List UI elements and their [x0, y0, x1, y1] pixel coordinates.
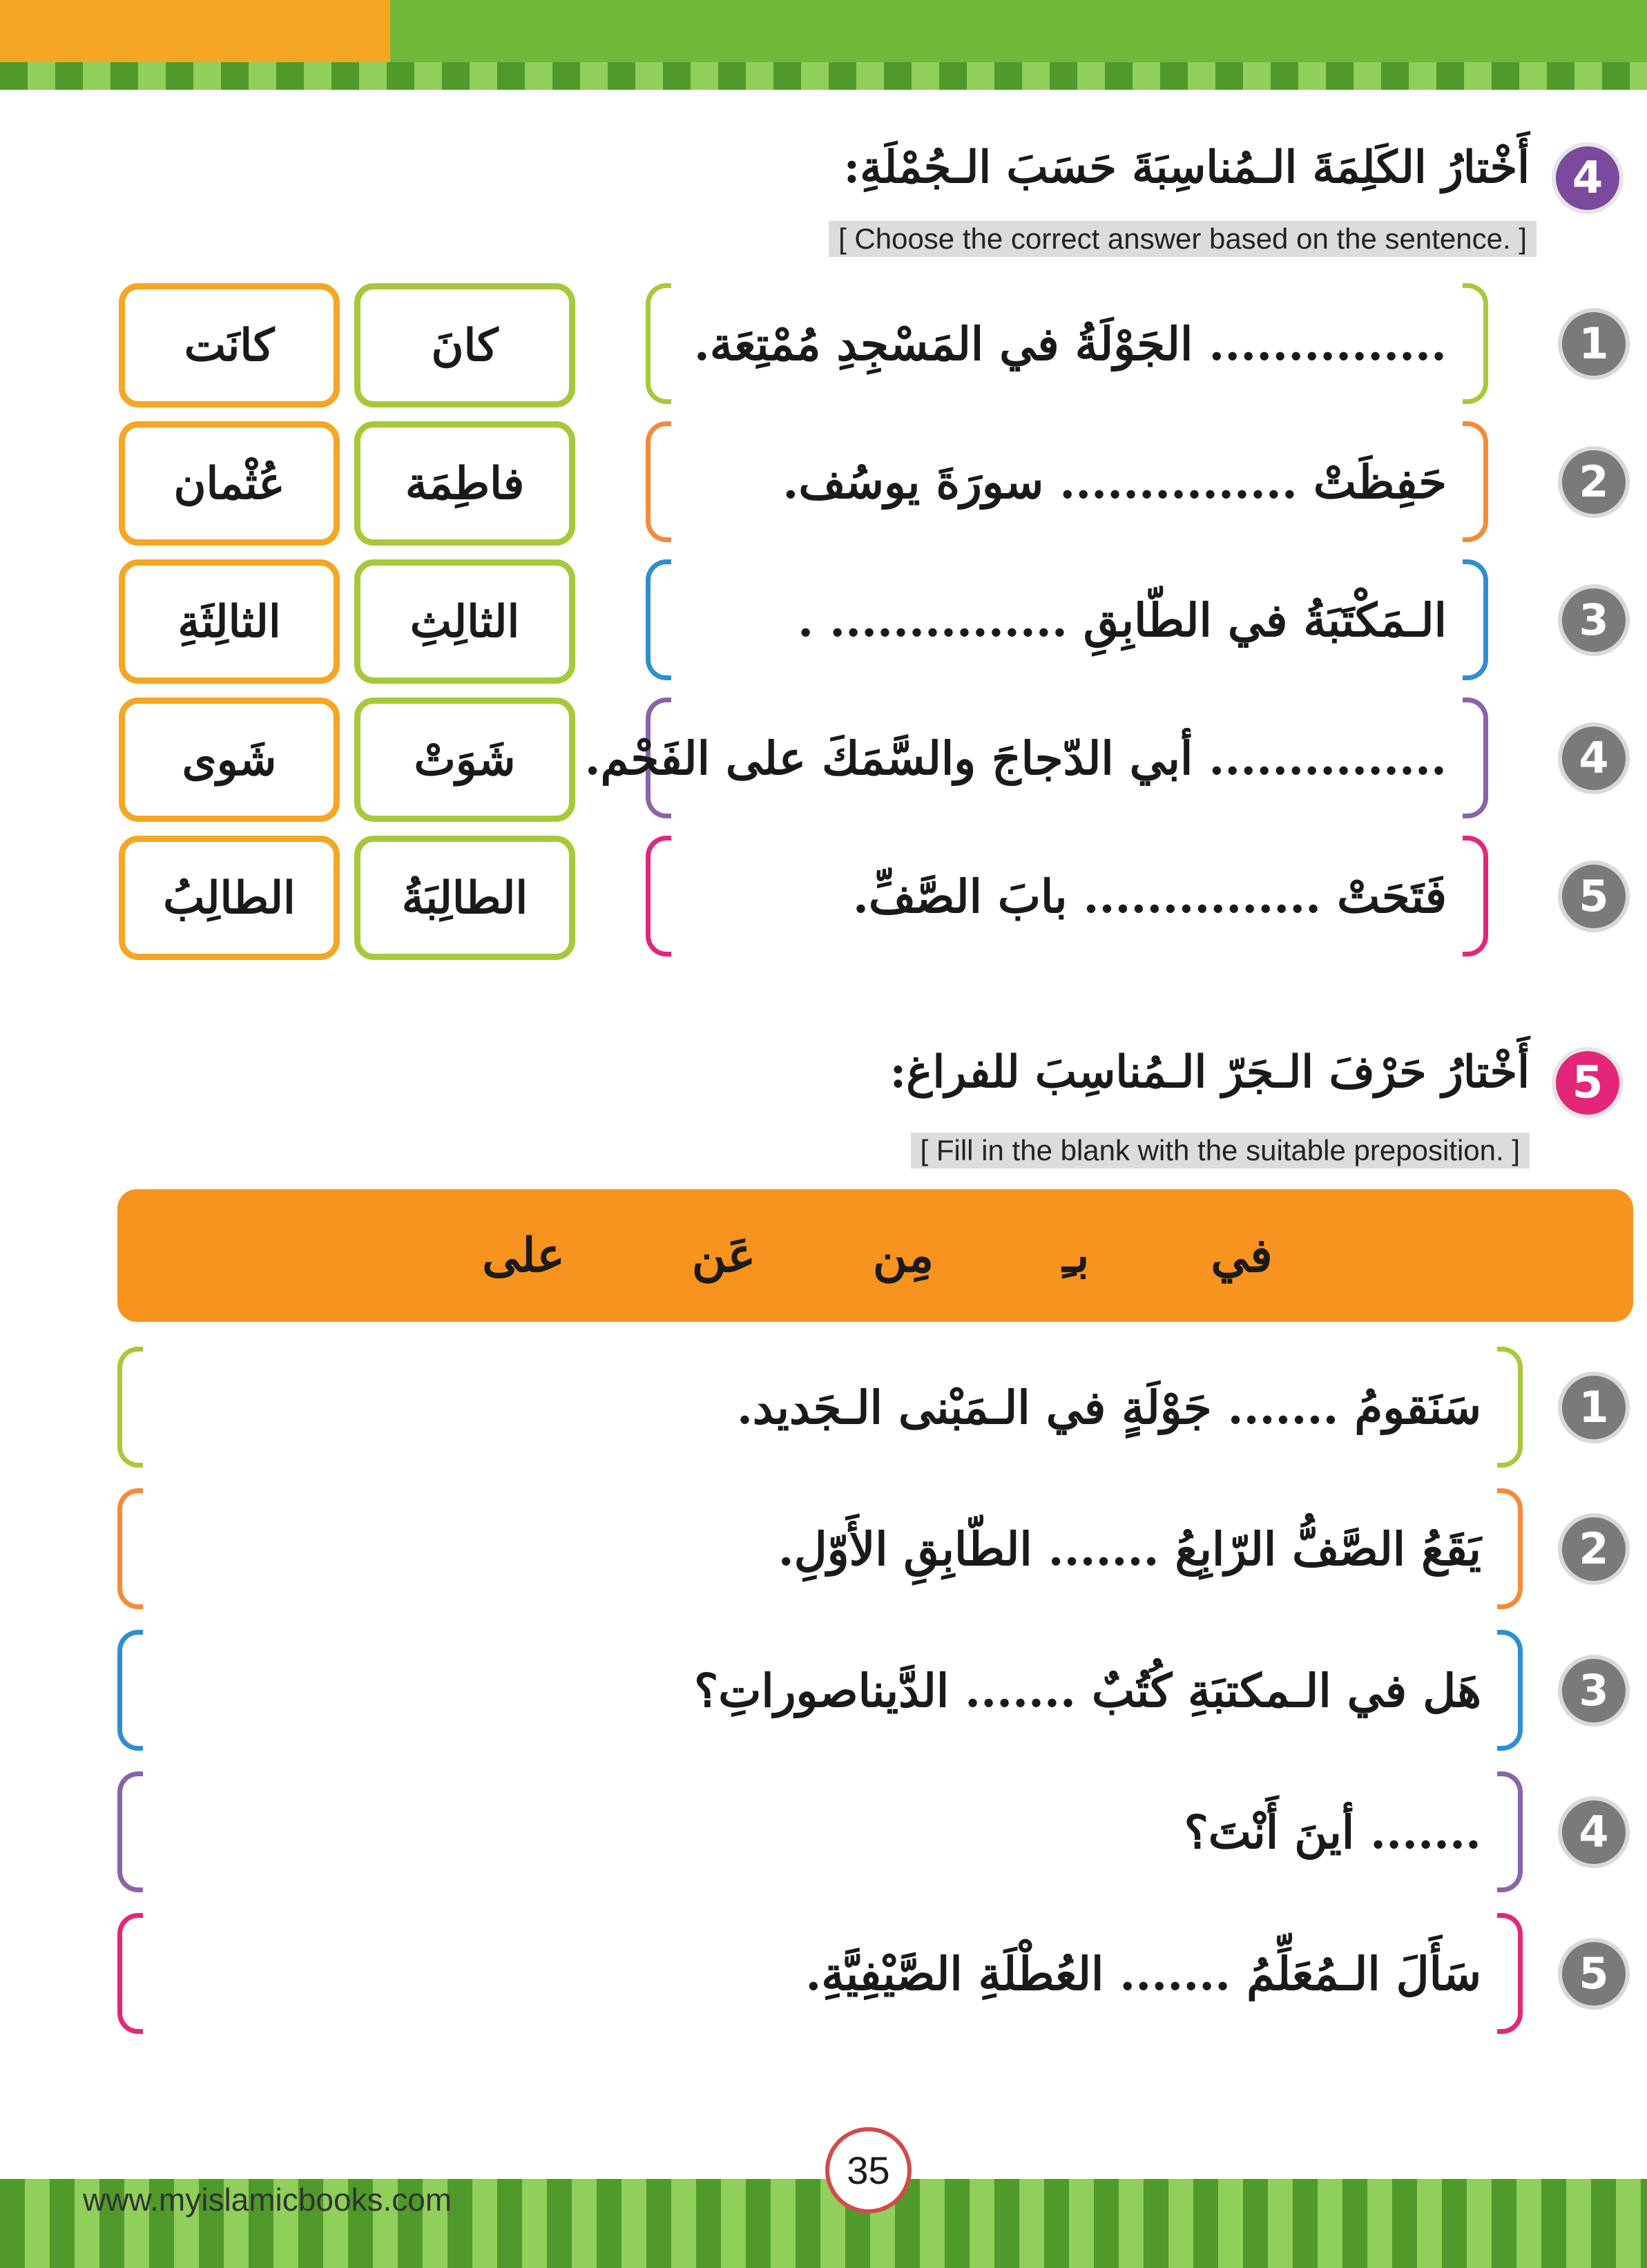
ex4-sentence-row-5	[646, 836, 1488, 957]
exercise-4-number: 4	[1556, 146, 1619, 210]
row-bracket-left	[117, 1488, 143, 1609]
preposition-bar	[117, 1189, 1633, 1322]
exercise-4-subtitle: [ Choose the correct answer based on the sentence. ]	[829, 221, 1537, 257]
row-bracket-right	[1497, 1913, 1523, 2034]
ex4-sentence-5-number: 5	[1562, 865, 1626, 928]
footer-top-margin	[0, 2137, 1647, 2179]
row-bracket-left	[646, 836, 671, 957]
word-choice-box[interactable]: شَوى	[119, 698, 340, 822]
ex4-sentence-row-1	[646, 283, 1488, 404]
ex4-sentence-2-number: 2	[1562, 450, 1626, 514]
word-choice-box[interactable]: كانَ	[354, 283, 575, 407]
word-choice-box[interactable]: كانَت	[119, 283, 340, 407]
preposition-option[interactable]: مِن	[872, 1228, 934, 1283]
word-choice-box[interactable]: الطالِبَةُ	[354, 836, 575, 960]
ex5-sentence-row-2	[117, 1488, 1523, 1609]
word-choice-box[interactable]: فاطِمَة	[354, 421, 575, 546]
row-bracket-left	[117, 1347, 143, 1468]
ex5-sentence-row-5	[117, 1913, 1523, 2034]
ex5-sentence-4-number: 4	[1562, 1800, 1626, 1864]
row-bracket-right	[1497, 1488, 1523, 1609]
exercise-5-title: أَخْتارُ حَرْفَ الـجَرّ الـمُناسِبَ للفراغ:	[889, 1046, 1530, 1098]
word-choice-box[interactable]: الطالِبُ	[119, 836, 340, 960]
ex4-sentence-1-text: ............... الجَوْلَةُ في المَسْجِدِ مُمْتِعَة.	[693, 316, 1447, 371]
ex5-sentence-4-text: ....... أينَ أَنْتَ؟	[1184, 1805, 1481, 1859]
ex4-sentence-5-text: فَتَحَتْ ............... بابَ الصَّفِّ.	[852, 869, 1447, 923]
ex5-sentence-5-number: 5	[1562, 1942, 1626, 2006]
row-bracket-left	[646, 283, 671, 404]
word-choice-box[interactable]: الثالِثَةِ	[119, 559, 340, 684]
preposition-option[interactable]: بـِ	[1062, 1228, 1090, 1283]
exercise-5-subtitle: [ Fill in the blank with the suitable preposition. ]	[911, 1133, 1530, 1169]
website-url: www.myislamicbooks.com	[83, 2182, 452, 2218]
row-bracket-left	[117, 1913, 143, 2034]
ex4-sentence-4-text: ............... أبي الدّجاجَ والسَّمَكَ على الفَحْم.	[584, 731, 1447, 785]
preposition-option[interactable]: في	[1211, 1228, 1273, 1283]
row-bracket-right	[1497, 1347, 1523, 1468]
ex5-sentence-1-text: سَنَقومُ ....... جَوْلَةٍ في الـمَبْنى الـجَديد.	[736, 1380, 1481, 1434]
preposition-option[interactable]: على	[482, 1228, 565, 1283]
ex4-sentence-4-number: 4	[1562, 727, 1626, 790]
ex5-sentence-1-number: 1	[1562, 1376, 1626, 1439]
row-bracket-right	[1463, 698, 1488, 818]
ex5-sentence-row-1	[117, 1347, 1523, 1468]
word-choice-box[interactable]: عُثْمان	[119, 421, 340, 546]
exercise-5-number: 5	[1556, 1051, 1619, 1115]
row-bracket-right	[1497, 1771, 1523, 1892]
ex4-sentence-row-2	[646, 421, 1488, 542]
row-bracket-right	[1463, 283, 1488, 404]
banner-orange-block	[0, 0, 390, 62]
word-choice-box[interactable]: الثالِثِ	[354, 559, 575, 684]
row-bracket-right	[1497, 1630, 1523, 1751]
ex5-sentence-5-text: سَأَلَ الـمُعَلِّمُ ....... العُطْلَةِ الصَّيْفِيَّةِ.	[805, 1946, 1481, 2001]
ex5-sentence-3-text: هَل في الـمكتبَةِ كُتُبٌ ....... الدَّيناصوراتِ؟	[694, 1663, 1481, 1718]
exercise-4-title: أَخْتارُ الكَلِمَةَ الـمُناسِبَةَ حَسَبَ الـجُمْلَةِ:	[843, 142, 1530, 193]
top-banner	[0, 0, 1647, 90]
ex4-sentence-row-3	[646, 559, 1488, 680]
ex4-sentence-3-text: الـمَكْتَبَةُ في الطّابِقِ ............... .	[798, 593, 1447, 647]
row-bracket-right	[1463, 421, 1488, 542]
row-bracket-right	[1463, 836, 1488, 957]
ex5-sentence-2-text: يَقَعُ الصَّفُّ الرّابِعُ ....... الطّابِقِ الأَوّلِ.	[778, 1521, 1481, 1576]
ex5-sentence-row-3	[117, 1630, 1523, 1751]
ex5-sentence-3-number: 3	[1562, 1659, 1626, 1722]
ex5-sentence-row-4	[117, 1771, 1523, 1892]
preposition-option[interactable]: عَن	[691, 1228, 756, 1283]
ex4-sentence-row-4	[584, 698, 1488, 818]
ex4-sentence-2-text: حَفِظَتْ ............... سورَةَ يوسُف.	[782, 454, 1447, 509]
row-bracket-left	[117, 1630, 143, 1751]
page-number: 35	[825, 2127, 912, 2213]
row-bracket-left	[117, 1771, 143, 1892]
ex4-sentence-1-number: 1	[1562, 312, 1626, 376]
row-bracket-left	[646, 559, 671, 680]
row-bracket-right	[1463, 559, 1488, 680]
row-bracket-left	[646, 421, 671, 542]
ex5-sentence-2-number: 2	[1562, 1517, 1626, 1581]
banner-stripes	[0, 62, 1647, 90]
ex4-sentence-3-number: 3	[1562, 588, 1626, 652]
word-choice-box[interactable]: شَوَتْ	[354, 698, 575, 822]
